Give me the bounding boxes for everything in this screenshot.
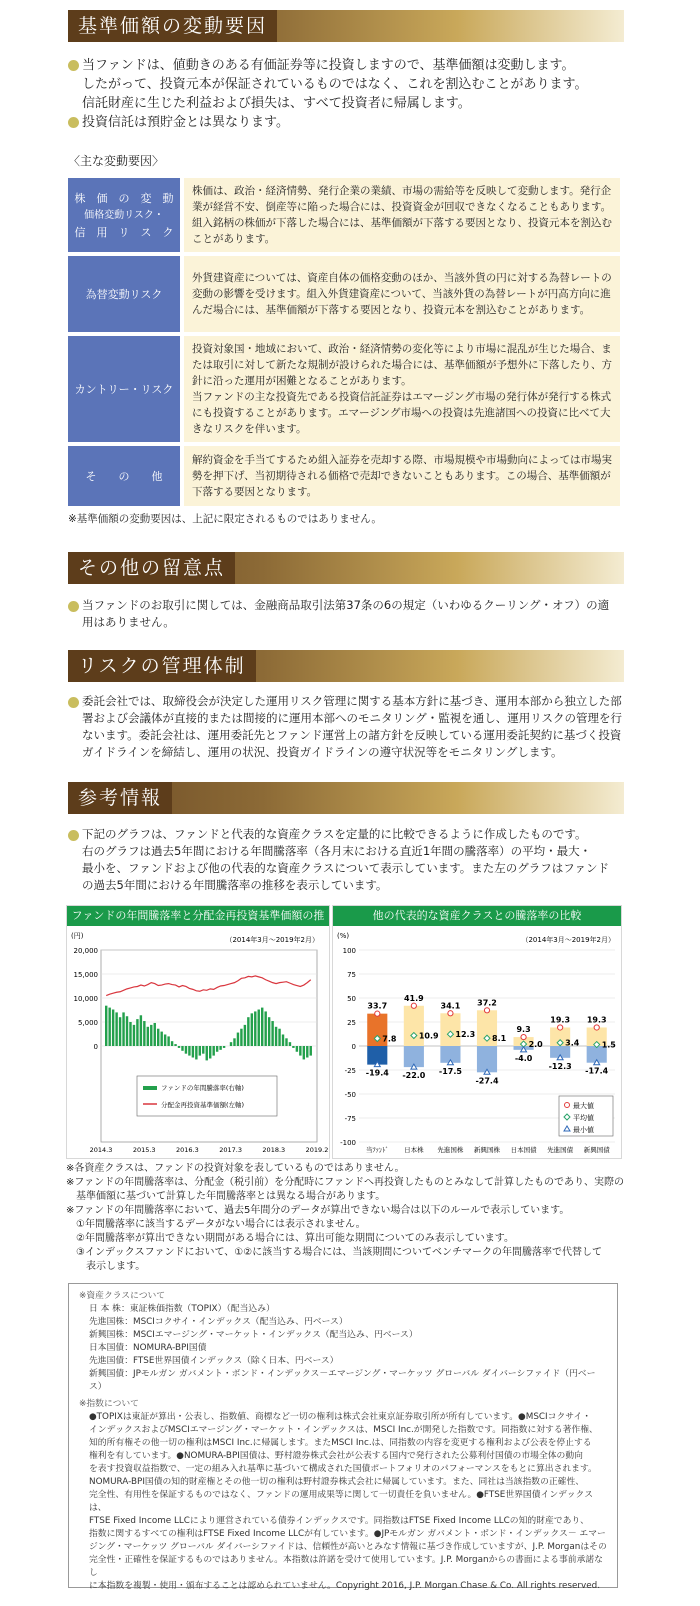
bar (258, 1010, 260, 1046)
bar (264, 1011, 266, 1046)
bar (254, 1011, 256, 1046)
table-row (68, 178, 620, 252)
risk-desc: 株価は、政治・経済情勢、発行企業の業績、市場の需給等を反映して変動します。発行企業が経営不安、倒産等に陥った場合には、投資資金が回収できなくなることもあります。組入銘柄の株価が下落した場合には、基準価額が下落する要因となり、投資元本を割込むことがあります。 (180, 178, 620, 252)
max-label: 19.3 (550, 1015, 571, 1025)
bar (268, 1017, 270, 1046)
tick-label: 10,000 (73, 995, 98, 1003)
risk-key: カントリー・リスク (68, 336, 180, 442)
max-marker (594, 1025, 599, 1030)
bar (303, 1046, 305, 1059)
bar (289, 1042, 291, 1046)
list-item: 日 本 株：東証株価指数（TOPIX）（配当込み） (89, 1304, 275, 1314)
section-title: 基準価額の変動要因 (68, 10, 277, 42)
bullets-2 (68, 597, 628, 631)
risk-desc (180, 336, 620, 442)
x-tick-label: 2018.3 (262, 1146, 286, 1154)
text: 信託財産に生じた利益および損失は、すべて投資者に帰属します。 (82, 96, 471, 111)
avg-label: 10.9 (418, 1031, 439, 1041)
bar (282, 1034, 284, 1046)
legend-label: 最小値 (573, 1126, 594, 1134)
bullet-icon (68, 830, 79, 841)
subheading: 〈主な変動要因〉 (68, 154, 165, 168)
min-label: -12.3 (548, 1061, 572, 1071)
bar (195, 1046, 197, 1059)
legend-label: 最大値 (573, 1102, 594, 1110)
bar (181, 1046, 183, 1051)
avg-label: 12.3 (455, 1030, 476, 1040)
bar (133, 1025, 135, 1046)
bullet-icon (68, 697, 79, 708)
disclaimer-line: 完全性、有用性を保証するものではなく、ファンドの運用成果等に関して一切責任を負いません。●FTSE世界国債インデックスは、 (89, 1490, 594, 1513)
legend-label: ファンドの年間騰落率(右軸) (161, 1084, 244, 1092)
x-tick-label: 日本株 (404, 1146, 424, 1154)
note-line: ①年間騰落率に該当するデータがない場合には表示されません。 (66, 1219, 366, 1230)
bar (105, 1006, 107, 1046)
bar (240, 1029, 242, 1046)
text: 当ファンドのお取引に関しては、金融商品取引法第37条の6の規定（いわゆるクーリング・オフ）の適 (82, 598, 610, 612)
bar (167, 1036, 169, 1046)
bar (216, 1046, 218, 1052)
bar (112, 1010, 114, 1046)
bar (299, 1046, 301, 1056)
label: 株 価 の 変 動 (74, 191, 174, 205)
risk-key: 為替変動リスク (68, 256, 180, 332)
x-tick-label: 先進国株 (437, 1146, 464, 1154)
chart-period: （2014年3月～2019年2月） (521, 936, 615, 944)
bar (237, 1033, 239, 1046)
label: 価格変動リスク・ (84, 209, 164, 221)
note-line: 基準価額に基づいて計算した年間騰落率とは異なる場合があります。 (66, 1191, 386, 1202)
risk-table (68, 174, 620, 510)
bar (310, 1046, 312, 1056)
x-tick-label: 2014.3 (89, 1146, 113, 1154)
box-heading: ※資産クラスについて (79, 1291, 166, 1301)
bar (188, 1046, 190, 1056)
text: 用はありません。 (82, 615, 175, 629)
box-heading: ※指数について (79, 1399, 139, 1409)
disclaimer-line: 指数に関するすべての権利はFTSE Fixed Income LLCが有しています。●JPモルガン ガバメント・ボンド・インデックス－ エマー (89, 1529, 606, 1539)
disclaimer-line: ジング・マーケッツ グローバル ダイバーシファイドは、信頼性が高いとみなす情報に基づき作成していますが、J.P. Morganはその (89, 1542, 607, 1552)
bar (108, 1008, 110, 1046)
section-title: 参考情報 (68, 782, 172, 814)
text: の過去5年間における年間騰落率の推移を表示しています。 (82, 878, 388, 892)
bar (115, 1012, 117, 1046)
bar (212, 1046, 214, 1056)
disclaimer-line: ●TOPIXは東証が算出・公表し、指数値、商標など一切の権利は株式会社東京証券取引所が所有しています。●MSCIコクサイ・ (89, 1412, 592, 1422)
note: ※基準価額の変動要因は、上記に限定されるものではありません。 (68, 513, 382, 525)
left-chart (67, 926, 329, 1158)
avg-label: 8.1 (492, 1034, 507, 1044)
disclaimer-line: 権利を有しています。●NOMURA-BPI国債は、野村證券株式会社が公表する国内で発行された公募利付国債の市場全体の動向 (89, 1451, 583, 1461)
right-chart (333, 926, 621, 1158)
tick-label: 15,000 (73, 971, 98, 979)
tick-label: 50 (347, 995, 356, 1003)
text: ないます。委託会社は、運用委託先とファンド運営上の諸方針を反映している運用委託契約に基づく投資 (82, 728, 622, 742)
bar (202, 1046, 204, 1054)
bar (261, 1008, 263, 1046)
bar (126, 1016, 128, 1046)
max-marker (558, 1025, 563, 1030)
text: 投資信託は預貯金とは異なります。 (82, 115, 289, 130)
tick-label: 25 (347, 1019, 356, 1027)
x-tick-label: 2016.3 (176, 1146, 199, 1154)
max-marker (411, 1003, 416, 1008)
bar (296, 1046, 298, 1052)
tick-label: 0 (351, 1043, 356, 1051)
tick-label: 75 (347, 971, 356, 979)
list-item: 先進国株：MSCIコクサイ・インデックス（配当込み、円ベース） (89, 1317, 348, 1327)
avg-label: 1.5 (601, 1040, 616, 1050)
disclaimer-line: を表す投資収益指数で、一定の組み入れ基準に基づいて構成された国債ポートフォリオのパフォーマンスをもとに算出されます。 (89, 1464, 597, 1474)
legend-box (137, 1076, 277, 1116)
tick-label: 20,000 (73, 947, 98, 955)
bar (119, 1017, 121, 1046)
min-label: -19.4 (365, 1068, 389, 1078)
x-tick-label: 新興国債 (583, 1146, 610, 1154)
max-marker (448, 1011, 453, 1016)
max-label: 37.2 (477, 998, 497, 1008)
max-marker (375, 1011, 380, 1016)
x-tick-label: 2019.2 (305, 1146, 329, 1154)
text: 署および会議体が直接的または間接的に運用本部へのモニタリング・監視を通し、運用リスクの管理を行 (82, 711, 623, 725)
bar (271, 1021, 273, 1046)
disclaimer-line: に本指数を複製・使用・頒布することは認められていません。Copyright 2016, J.P. Morgan Chase & Co. All rights reserved. (89, 1581, 601, 1591)
min-label: -4.0 (514, 1053, 533, 1063)
note-line: ※各資産クラスは、ファンドの投資対象を表しているものではありません。 (66, 1163, 405, 1174)
bar (244, 1025, 246, 1046)
nav-line (106, 976, 311, 996)
bar (285, 1038, 287, 1046)
index-disclaimer (79, 1411, 607, 1593)
bar (147, 1027, 149, 1046)
risk-key: そ の 他 (68, 446, 180, 506)
bar (233, 1038, 235, 1046)
bar (192, 1046, 194, 1058)
text: 委託会社では、取締役会が決定した運用リスク管理に関する基本方針に基づき、運用本部から独立した部 (82, 694, 622, 708)
bar (199, 1046, 201, 1056)
bullet-icon (68, 60, 79, 71)
disclaimer-line: NOMURA-BPI国債の知的財産権とその他一切の権利は野村證券株式会社に帰属しています。また、同社は当該指数の正確性、 (89, 1477, 585, 1487)
bar (247, 1017, 249, 1046)
min-label: -22.0 (402, 1071, 426, 1081)
notes (66, 1162, 626, 1274)
max-label: 34.1 (440, 1001, 461, 1011)
max-marker (484, 1008, 489, 1013)
tick-label: 100 (342, 947, 356, 955)
avg-label: 3.4 (565, 1038, 580, 1048)
axis-unit: (円) (71, 932, 84, 940)
min-label: -17.4 (585, 1066, 609, 1076)
bar (278, 1029, 280, 1046)
bar (160, 1032, 162, 1046)
table-row (68, 256, 620, 332)
max-marker (521, 1034, 526, 1039)
bullet-icon (68, 601, 79, 612)
legend-swatch (143, 1086, 157, 1090)
section-header-4 (68, 782, 624, 814)
tick-label: 5,000 (77, 1019, 98, 1027)
bullet-icon (68, 117, 79, 128)
min-label: -27.4 (475, 1076, 499, 1086)
bar (306, 1046, 308, 1058)
text: 最小を、ファンドおよび他の代表的な資産クラスについて表示しています。また左のグラフはファンド (82, 861, 610, 875)
disclaimer-line: 知的所有権その他一切の権利はMSCI Inc.に帰属します。またMSCI Inc.は、同指数の内容を変更する権利および公表を停止する (89, 1438, 592, 1448)
chart-period: （2014年3月～2019年2月） (225, 936, 319, 944)
axis-unit: (%) (337, 932, 350, 940)
disclaimer-line: 完全性・正確性を保証するものではありません。本指数は許諾を受けて使用しています。J.P. Morganからの書面による事前承諾なし (89, 1555, 603, 1578)
bullets-1 (68, 56, 628, 132)
text: 下記のグラフは、ファンドと代表的な資産クラスを定量的に比較できるように作成したものです。 (82, 827, 587, 841)
legend-max-icon (565, 1103, 570, 1108)
bar (292, 1046, 294, 1048)
risk-key (68, 178, 180, 252)
max-label: 19.3 (586, 1015, 607, 1025)
tick-label: -100 (340, 1139, 356, 1147)
index-info-box (68, 1283, 618, 1591)
bar (122, 1012, 124, 1046)
list-item: 先進国債：FTSE世界国債インデックス（除く日本、円ベース） (89, 1356, 339, 1366)
text: 当ファンドの主な投資先である投資信託証券はエマージング市場の発行体が発行する株式にも投資することがあります。エマージング市場への投資は先進諸国への投資に比べて大きなリスクを伴います。 (192, 391, 612, 435)
max-label: 9.3 (516, 1025, 531, 1035)
max-label: 33.7 (367, 1001, 388, 1011)
note-line: 表示します。 (66, 1261, 146, 1272)
tick-label: -25 (344, 1067, 356, 1075)
avg-label: 2.0 (528, 1040, 543, 1050)
list-item: 新興国株：MSCIエマージング・マーケット・インデックス（配当込み、円ベース） (89, 1330, 418, 1340)
chart-title: 他の代表的な資産クラスとの騰落率の比較 (333, 906, 621, 926)
x-tick-label: 新興国株 (474, 1146, 500, 1154)
bar (185, 1046, 187, 1054)
right-chart-panel (332, 905, 622, 1159)
label: 信 用 リ ス ク (74, 225, 174, 239)
x-tick-label: 日本国債 (510, 1146, 537, 1154)
text: 当ファンドは、値動きのある有価証券等に投資しますので、基準価額は変動します。 (82, 58, 575, 73)
bar (206, 1046, 208, 1060)
bar (150, 1025, 152, 1046)
bar (140, 1015, 142, 1046)
section-header-2 (68, 552, 624, 584)
x-tick-label: 2017.3 (219, 1146, 242, 1154)
note-line: ③インデックスファンドにおいて、①②に該当する場合には、当該期間についてベンチマークの年間騰落率で代替して (66, 1247, 602, 1258)
text: 右のグラフは過去5年間における年間騰落率（各月末における直近1年間の騰落率）の平均・最大・ (82, 844, 592, 858)
legend-label: 平均値 (573, 1114, 594, 1122)
bar (171, 1041, 173, 1046)
bar (178, 1046, 180, 1048)
bar (136, 1019, 138, 1046)
bar (143, 1021, 145, 1046)
table-row (68, 336, 620, 442)
min-label: -17.5 (438, 1066, 462, 1076)
section-title: リスクの管理体制 (68, 650, 256, 682)
bar (154, 1023, 156, 1046)
list-item: 日本国債：NOMURA-BPI国債 (89, 1343, 207, 1353)
asset-class-list (79, 1303, 607, 1394)
text: 投資対象国・地域において、政治・経済情勢の変化等により市場に混乱が生じた場合、または取引に対して新たな規制が設けられた場合には、基準価額が予想外に下落したり、方針に沿った運用が困難となることがあります。 (192, 343, 612, 387)
tick-label: -50 (344, 1091, 356, 1099)
x-tick-label: 2015.3 (132, 1146, 156, 1154)
risk-desc: 解約資金を手当てするため組入証券を売却する際、市場規模や市場動向によっては市場実勢を押下げ、当初期待される価格で売却できないこともあります。この場合、基準価額が下落する要因となります。 (180, 446, 620, 506)
bar (157, 1029, 159, 1046)
bar (251, 1013, 253, 1046)
text: ガイドラインを締結し、運用の状況、投資ガイドラインの遵守状況等をモニタリングします。 (82, 745, 563, 759)
max-label: 41.9 (403, 993, 424, 1003)
note-line: ※ファンドの年間騰落率は、分配金（税引前）を分配時にファンドへ再投資したものとみなして計算したものであり、実際の (66, 1177, 624, 1188)
risk-desc: 外貨建資産については、資産自体の価格変動のほか、当該外貨の円に対する為替レートの変動の影響を受けます。組入外貨建資産について、当該外貨の為替レートが円高方向に進んだ場合には、基準価額が下落する要因となり、投資元本を割込むことがあります。 (180, 256, 620, 332)
avg-label: 7.8 (382, 1034, 397, 1044)
bar (209, 1046, 211, 1058)
note-line: ②年間騰落率が算出できない期間がある場合には、算出可能な期間についてのみ表示しています。 (66, 1233, 514, 1244)
bar (219, 1046, 221, 1050)
section-title: その他の留意点 (68, 552, 235, 584)
bar (230, 1042, 232, 1046)
note-line: ※ファンドの年間騰落率において、過去5年間分のデータが算出できない場合は以下のルールで表示しています。 (66, 1205, 570, 1216)
tick-label: -75 (344, 1115, 356, 1123)
legend-label: 分配金再投資基準価額(左軸) (161, 1101, 245, 1109)
bar (174, 1044, 176, 1046)
tick-label: 0 (93, 1043, 98, 1051)
bar (275, 1027, 277, 1046)
chart-title: ファンドの年間騰落率と分配金再投資基準価額の推移 (67, 906, 329, 926)
bar (223, 1046, 225, 1048)
table-row (68, 446, 620, 506)
bullets-4 (68, 826, 628, 894)
section-header-1 (68, 10, 624, 42)
x-tick-label: 当ﾌｧﾝﾄﾞ (365, 1146, 389, 1154)
section-header-3 (68, 650, 624, 682)
bar (129, 1022, 131, 1046)
x-tick-label: 先進国債 (547, 1146, 574, 1154)
list-item: 新興国債：JPモルガン ガバメント・ボンド・インデックス－エマージング・マーケッツ グローバル ダイバーシファイド（円ベース） (89, 1369, 596, 1392)
bar (164, 1034, 166, 1046)
disclaimer-line: FTSE Fixed Income LLCにより運営されている債券インデックスです。同指数はFTSE Fixed Income LLCの知的財産であり、 (89, 1516, 589, 1526)
bullets-3 (68, 693, 628, 761)
text: したがって、投資元本が保証されているものではなく、これを割込むことがあります。 (82, 77, 588, 92)
left-chart-panel (66, 905, 330, 1159)
disclaimer-line: インデックスおよびMSCIエマージング・マーケット・インデックスは、MSCI Inc.が開発した指数です。同指数に対する著作権、 (89, 1425, 598, 1435)
